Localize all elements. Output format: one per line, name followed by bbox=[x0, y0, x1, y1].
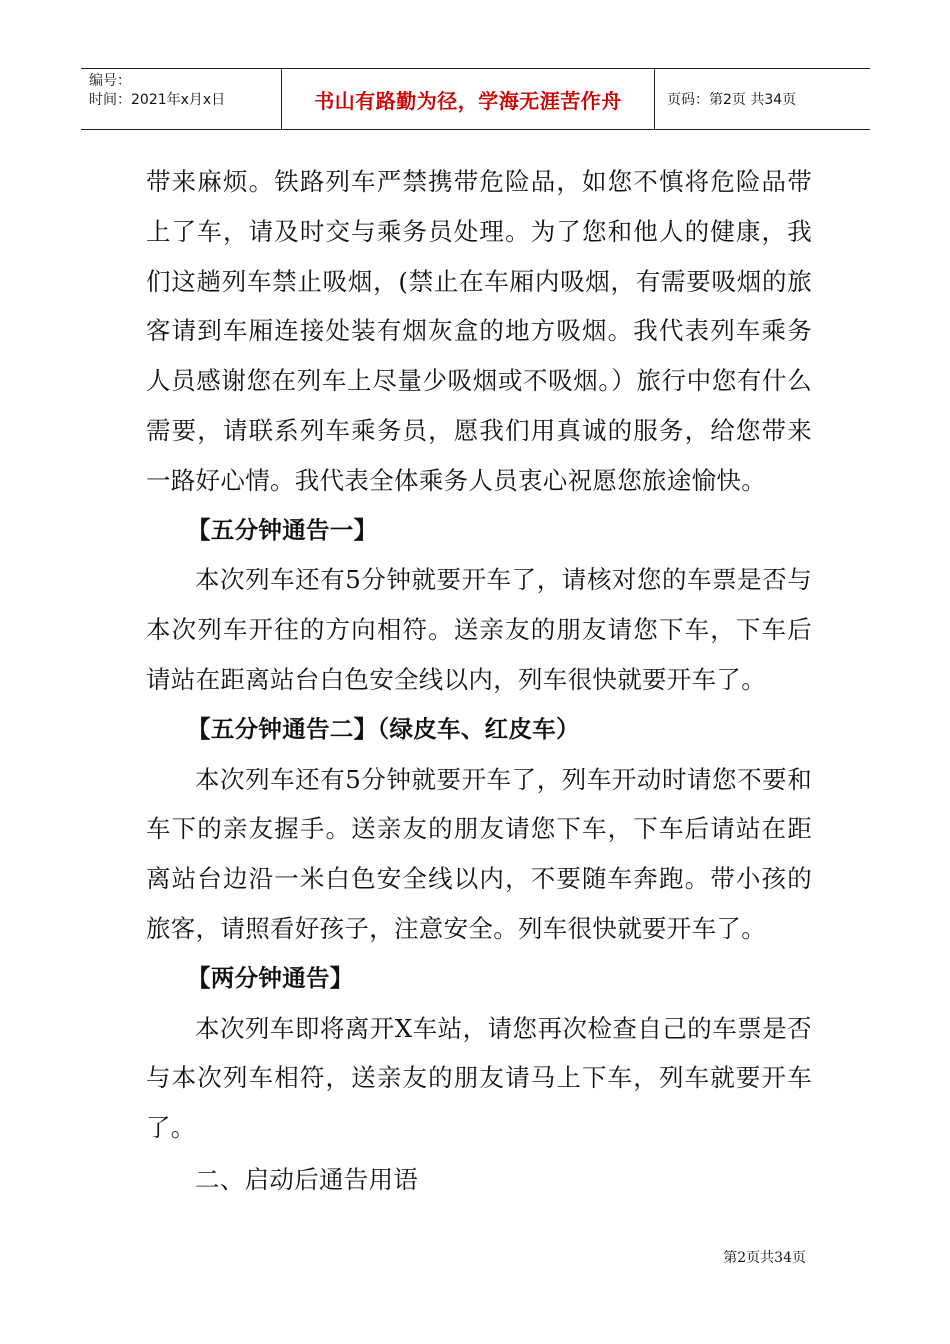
heading-two-minute-notice: 【两分钟通告】 bbox=[187, 963, 354, 992]
header-motto: 书山有路勤为径，学海无涯苦作舟 bbox=[282, 69, 655, 129]
section-heading-after-departure: 二、启动后通告用语 bbox=[195, 1164, 419, 1194]
paragraph-two-minute-notice: 本次列车即将离开X车站，请您再次检查自己的车票是否与本次列车相符，送亲友的朋友请马上下车，列车就要开车了。 bbox=[146, 1013, 812, 1143]
document-date: 时间：2021年x月x日 bbox=[89, 92, 226, 108]
paragraph-continued: 带来麻烦。铁路列车严禁携带危险品，如您不慎将危险品带上了车，请及时交与乘务员处理。为了您和他人的健康，我们这趟列车禁止吸烟，(禁止在车厢内吸烟，有需要吸烟的旅客请到车厢连接处装有烟灰盒的地方吸烟。我代表列车乘务人员感谢您在列车上尽量少吸烟或不吸烟。）旅行中您有什么需要，请联系列车乘务员，愿我们用真诚的服务，给您带来一路好心情。我代表全体乘务人员衷心祝愿您旅途愉快。 bbox=[146, 167, 812, 495]
header-meta bbox=[81, 69, 282, 129]
heading-five-minute-notice-two: 【五分钟通告二】（绿皮车、红皮车） bbox=[187, 714, 580, 743]
heading-five-minute-notice-one: 【五分钟通告一】 bbox=[187, 515, 378, 544]
page-footer: 第2页共34页 bbox=[723, 1250, 806, 1266]
document-body bbox=[146, 157, 812, 1205]
page-header bbox=[81, 68, 870, 130]
document-number: 编号： bbox=[89, 73, 131, 89]
paragraph-five-minute-notice-two: 本次列车还有5分钟就要开车了，列车开动时请您不要和车下的亲友握手。送亲友的朋友请您下车，下车后请站在距离站台边沿一米白色安全线以内，不要随车奔跑。带小孩的旅客，请照看好孩子，注意安全。列车很快就要开车了。 bbox=[146, 764, 812, 943]
header-page-number: 页码：第2页 共34页 bbox=[667, 92, 797, 108]
paragraph-five-minute-notice-one: 本次列车还有5分钟就要开车了，请核对您的车票是否与本次列车开往的方向相符。送亲友的朋友请您下车，下车后请站在距离站台白色安全线以内，列车很快就要开车了。 bbox=[146, 565, 812, 694]
